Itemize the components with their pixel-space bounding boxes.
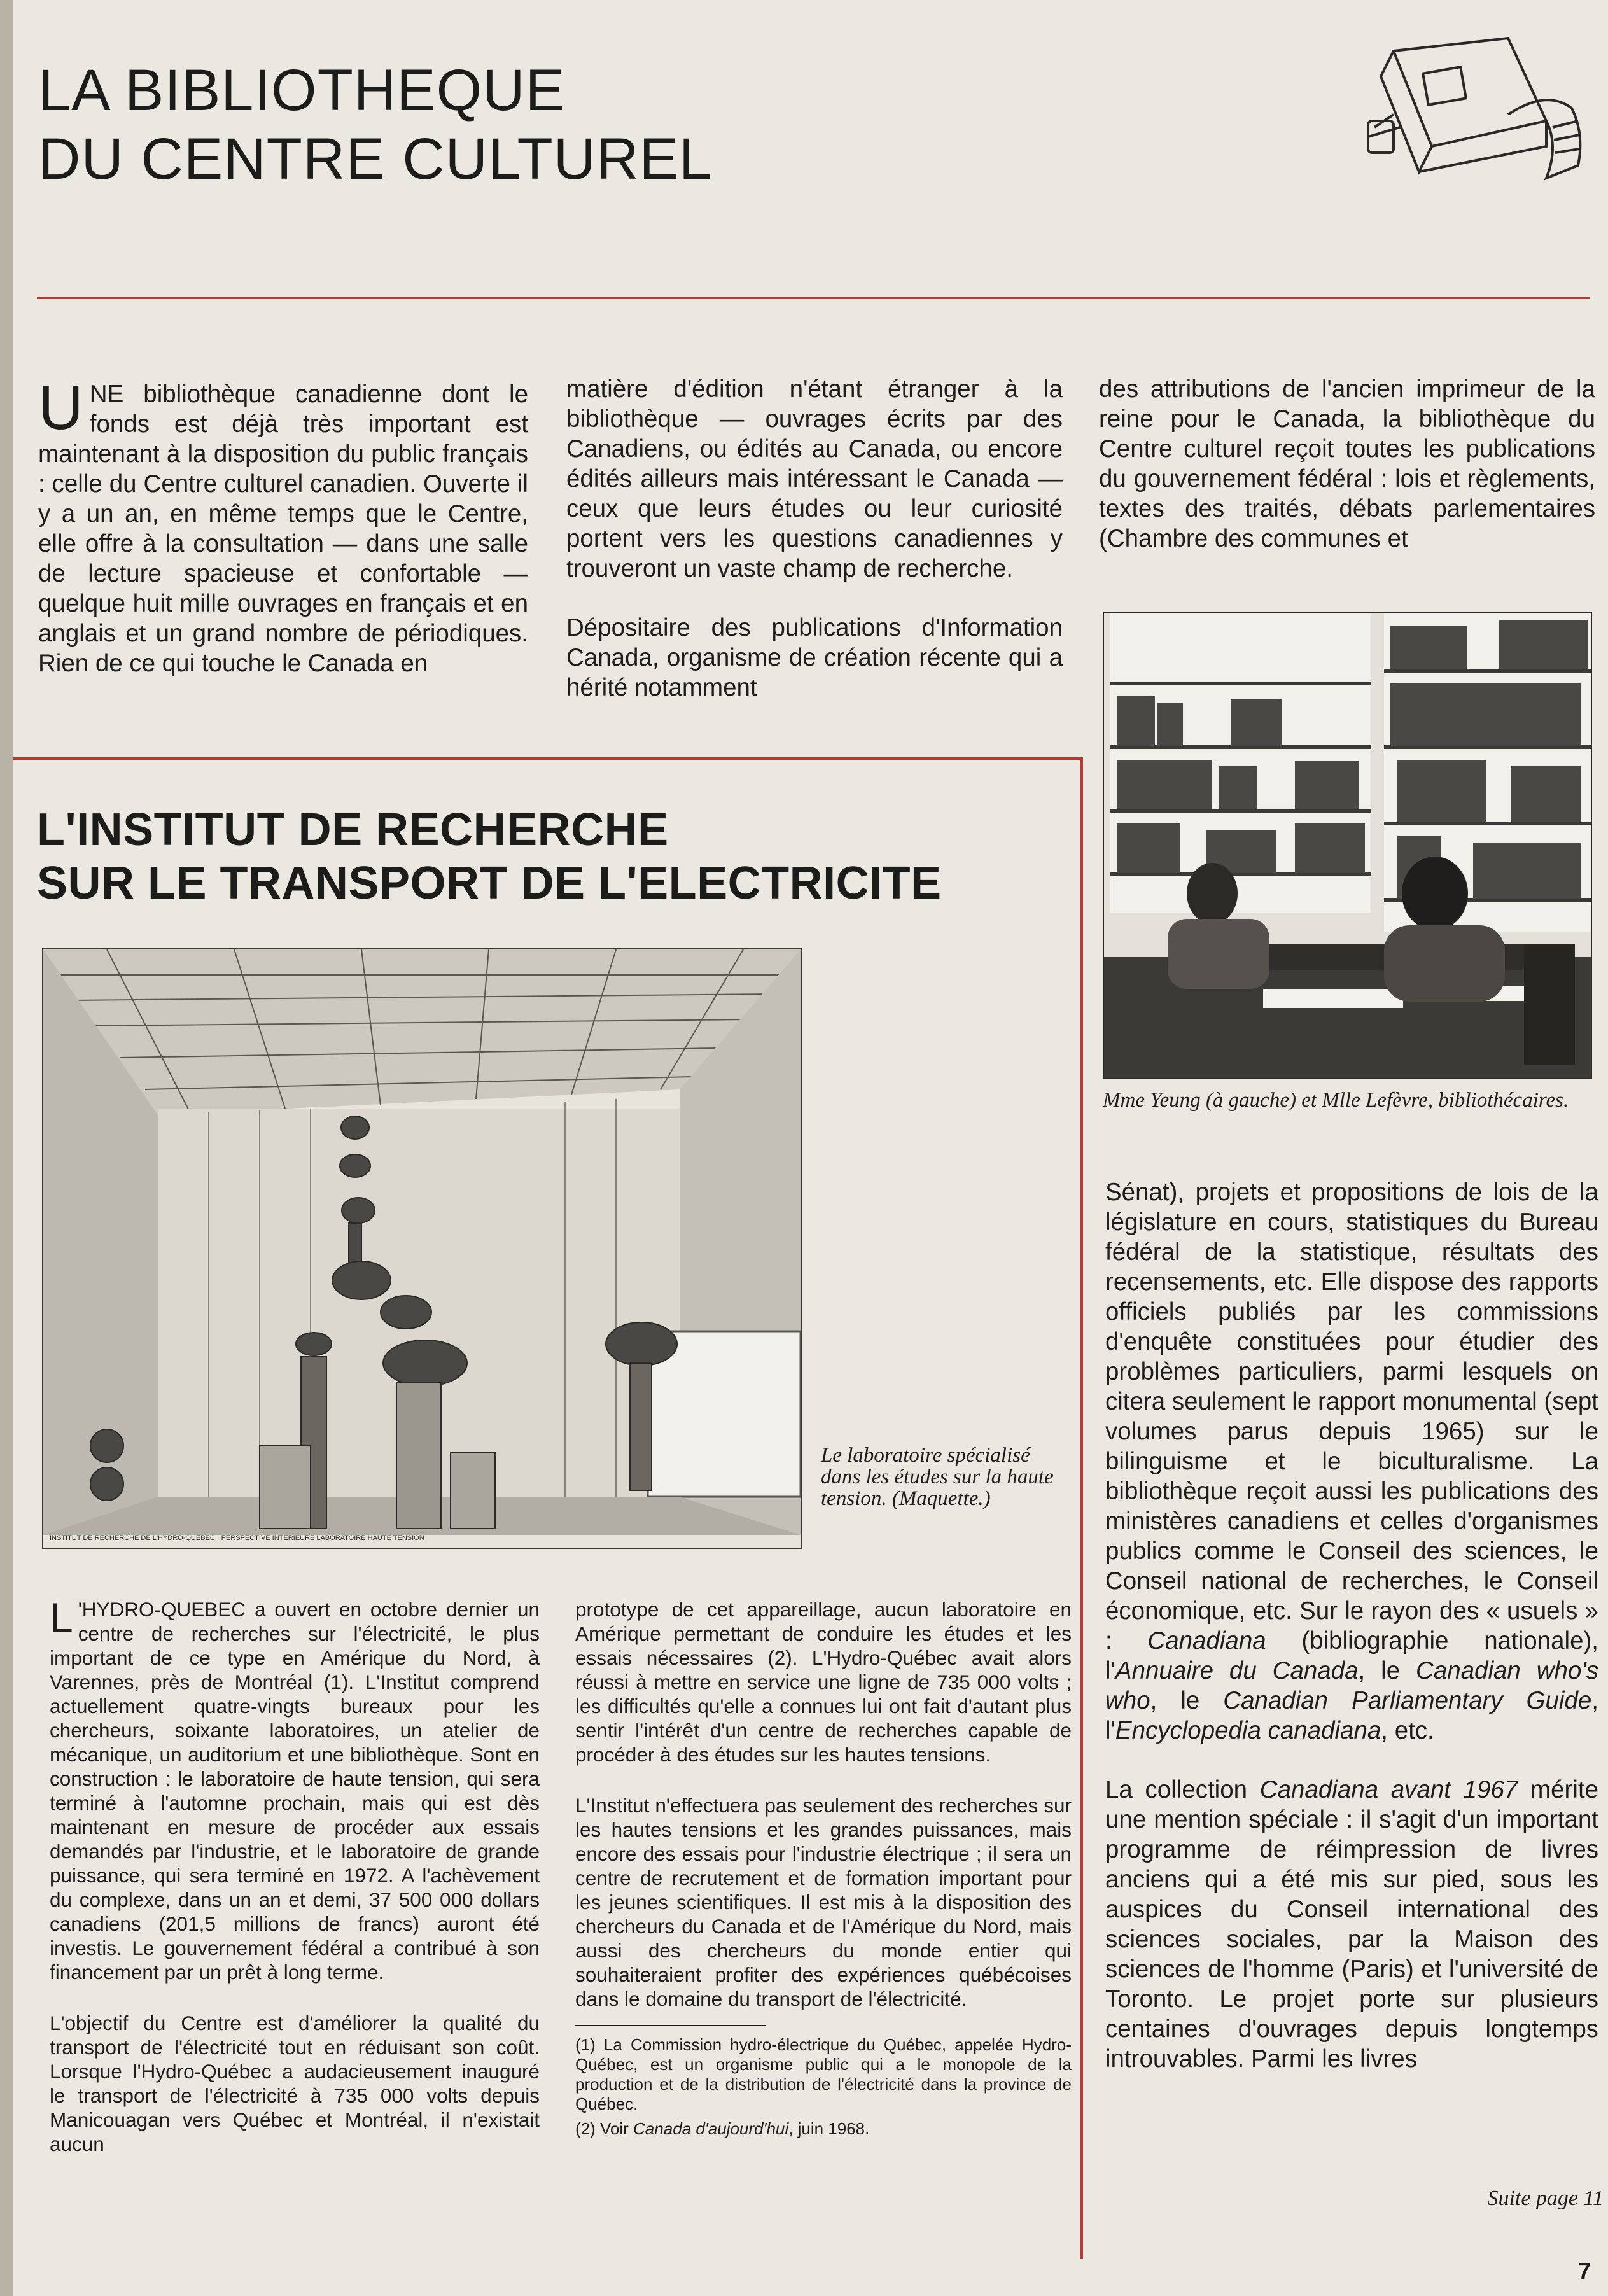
footnote-2-part-b: , juin 1968. xyxy=(788,2119,870,2138)
library-col3-p1-part-f: , etc. xyxy=(1381,1717,1434,1744)
institute-title-line1: L'INSTITUT DE RECHERCHE xyxy=(37,804,669,855)
library-col3-p1-part-c: , le xyxy=(1358,1657,1416,1684)
library-col3-top-text: des attributions de l'ancien imprimeur de la reine pour le Canada, la bibliothèque du Centre culturel reçoit toutes les publications du gouvernement fédéral : lois et règlements, textes des traités, débats parlementaires (Chambre des communes et xyxy=(1099,375,1595,552)
library-col3-p1-part-a: Sénat), projets et propositions de lois de la législature en cours, statistiques du Bureau fédéral de la statistique, résultats des recensements, etc. Elle dispose des rapports officiels publiés par les commissions d'enquête constituées pour étudier des problèmes particuliers, parmi lesquels on citera seulement le rapport monumental (sept volumes parus depuis 1965) sur le bilinguisme et le biculturalisme. La bibliothèque reçoit aussi les publications des ministères canadiens et celles d'organismes publics comme le Conseil des sciences, le Conseil national de recherches, le Conseil économique, etc. Sur le rayon des « usuels » : xyxy=(1105,1179,1598,1655)
institute-dropcap: L xyxy=(50,1594,73,1641)
library-col2-paragraph-2: Dépositaire des publications d'Information Canada, organisme de création récente qui a hérité notamment xyxy=(566,614,1063,701)
footnotes xyxy=(575,2035,1072,2139)
library-col3-p1-title-whoswho: Canadian who's who xyxy=(1105,1657,1598,1714)
institute-title-line2: SUR LE TRANSPORT DE L'ELECTRICITE xyxy=(37,858,942,909)
high-voltage-lab-drawing xyxy=(42,948,802,1549)
library-col3-p1-title-annuaire: Annuaire du Canada xyxy=(1115,1657,1359,1684)
library-col3-p1-title-parliamentary-guide: Canadian Parliamentary Guide xyxy=(1223,1687,1592,1714)
library-title-line1: LA BIBLIOTHEQUE xyxy=(38,58,565,123)
footnote-2-part-a: (2) Voir xyxy=(575,2119,634,2138)
page-number: 7 xyxy=(1578,2258,1591,2284)
institute-side-rule xyxy=(1080,757,1083,2259)
library-header-rule xyxy=(37,297,1590,299)
footnote-1: (1) La Commission hydro-électrique du Québec, appelée Hydro-Québec, est un organisme public qui a le monopole de la production et de la distribution de l'électricité dans la province de Québec. xyxy=(575,2035,1072,2113)
library-article-title xyxy=(38,56,712,193)
library-col3-p1-title-canadiana: Canadiana xyxy=(1147,1627,1266,1655)
drawing-title-label: INSTITUT DE RECHERCHE DE L'HYDRO-QUEBEC · PERSPECTIVE INTERIEURE LABORATOIRE HAUTE TENSION xyxy=(50,1534,424,1542)
footnote-2 xyxy=(575,2119,1072,2139)
institute-column-2 xyxy=(575,1597,1072,2144)
library-col3-p1-part-e: , l' xyxy=(1105,1687,1598,1744)
library-col3-p1-part-d: , le xyxy=(1150,1687,1224,1714)
library-col3-p2-title-canadiana-1967: Canadiana avant 1967 xyxy=(1259,1776,1518,1803)
page-binding-edge xyxy=(0,0,13,2296)
institute-col2-paragraph-2: L'Institut n'effectuera pas seulement des recherches sur les hautes tensions et les grandes puissances, mais encore des essais pour l'industrie électrique ; il sera un centre de recrutement et de formation important pour les jeunes scientifiques. Il est mis à la disposition des chercheurs du Canada et de l'Amérique du Nord, mais aussi des chercheurs du monde entier qui souhaiteraient profiter des expériences québécoises dans le domaine du transport de l'électricité. xyxy=(575,1794,1072,2010)
library-dropcap: U xyxy=(38,372,83,442)
institute-article-title xyxy=(37,803,942,910)
institute-column-1 xyxy=(50,1594,540,2183)
institute-col2-paragraph-1: prototype de cet appareillage, aucun laboratoire en Amérique permettant de conduire les études et les essais nécessaires (2). L'Hydro-Québec avait alors réussi à mettre en service une ligne de 735 000 volts ; les difficultés qu'elle a connues lui ont fait d'autant plus sentir l'intérêt d'un centre de recherches capable de procéder à des études sur les hautes tensions. xyxy=(575,1598,1072,1766)
library-col3-p2-part-b: mérite une mention spéciale : il s'agit d'un important programme de réimpression de livres anciens qui a été mis sur pied, sous les auspices du Conseil international des sciences sociales, par la Maison des sciences de l'homme (Paris) et l'université de Toronto. Le projet porte sur plusieurs centaines d'ouvrages depuis longtemps introuvables. Parmi les livres xyxy=(1105,1776,1598,2073)
library-title-line2: DU CENTRE CULTUREL xyxy=(38,127,713,192)
book-press-illustration xyxy=(1355,25,1591,191)
library-col1-text: NE bibliothèque canadienne dont le fonds est déjà très important est maintenant à la disposition du public français : celle du Centre culturel canadien. Ouverte il y a un an, en même temps que le Centre, elle offre à la consultation — dans une salle de lecture spacieuse et confortable — quelque huit mille ouvrages en français et en anglais et un grand nombre de périodiques. Rien de ce qui touche le Canada en xyxy=(38,381,528,677)
footnote-separator xyxy=(575,2025,766,2026)
library-col2-paragraph-1: matière d'édition n'étant étranger à la bibliothèque — ouvrages écrits par des Canadiens, ou édités au Canada, ou encore édités ailleurs mais intéressant le Canada — ceux que leurs études ou leur curiosité portent vers les questions canadiennes y trouveront un vaste champ de recherche. xyxy=(566,375,1063,582)
footnote-2-title: Canada d'aujourd'hui xyxy=(633,2119,789,2138)
lab-drawing-caption: Le laboratoire spécialisé dans les études sur la haute tension. (Maquette.) xyxy=(821,1444,1054,1510)
library-col3-p1-title-encyclopedia: Encyclopedia canadiana xyxy=(1115,1717,1381,1744)
library-col3-p2-part-a: La collection xyxy=(1105,1776,1260,1803)
institute-col1-paragraph-1: 'HYDRO-QUEBEC a ouvert en octobre dernier un centre de recherches sur l'électricité, le plus important de ce type en Amérique du Nord, à Varennes, près de Montréal (1). L'Institut comprend actuellement quatre-vingts bureaux pour les chercheurs, soixante laboratoires, un atelier de mécanique, un auditorium et une bibliothèque. Sont en construction : le laboratoire de haute tension, qui sera terminé à l'automne prochain, mais qui est dès maintenant en mesure de procéder aux essais demandés par l'industrie, et le laboratoire de grande puissance, qui sera terminé en 1972. A l'achèvement du complexe, dans un an et demi, 37 500 000 dollars canadiens (201,5 millions de francs) auront été investis. Le gouvernement fédéral a contribué à son financement par un prêt à long terme. xyxy=(50,1598,540,1984)
institute-top-rule xyxy=(13,757,1083,760)
library-column-3-top xyxy=(1099,374,1595,583)
library-col3-paragraph-2 xyxy=(1105,1775,1598,2074)
institute-col1-paragraph-2: L'objectif du Centre est d'améliorer la qualité du transport de l'électricité tout en réduisant son coût. Lorsque l'Hydro-Québec a audacieusement inauguré le transport de l'électricité à 735 000 volts depuis Manicouagan vers Québec et Montréal, il n'existait aucun xyxy=(50,2012,540,2155)
library-column-3-continued xyxy=(1105,1177,1598,2103)
continued-on-page-note: Suite page 11 xyxy=(1487,2187,1604,2210)
library-column-1 xyxy=(38,372,528,708)
librarians-photo xyxy=(1103,612,1592,1079)
library-col3-p1-part-b: (bibliographie nationale), l' xyxy=(1105,1627,1598,1684)
library-column-2 xyxy=(566,374,1063,732)
library-col3-paragraph-1 xyxy=(1105,1177,1598,1746)
librarians-photo-caption: Mme Yeung (à gauche) et Mlle Lefèvre, bibliothécaires. xyxy=(1103,1089,1569,1112)
